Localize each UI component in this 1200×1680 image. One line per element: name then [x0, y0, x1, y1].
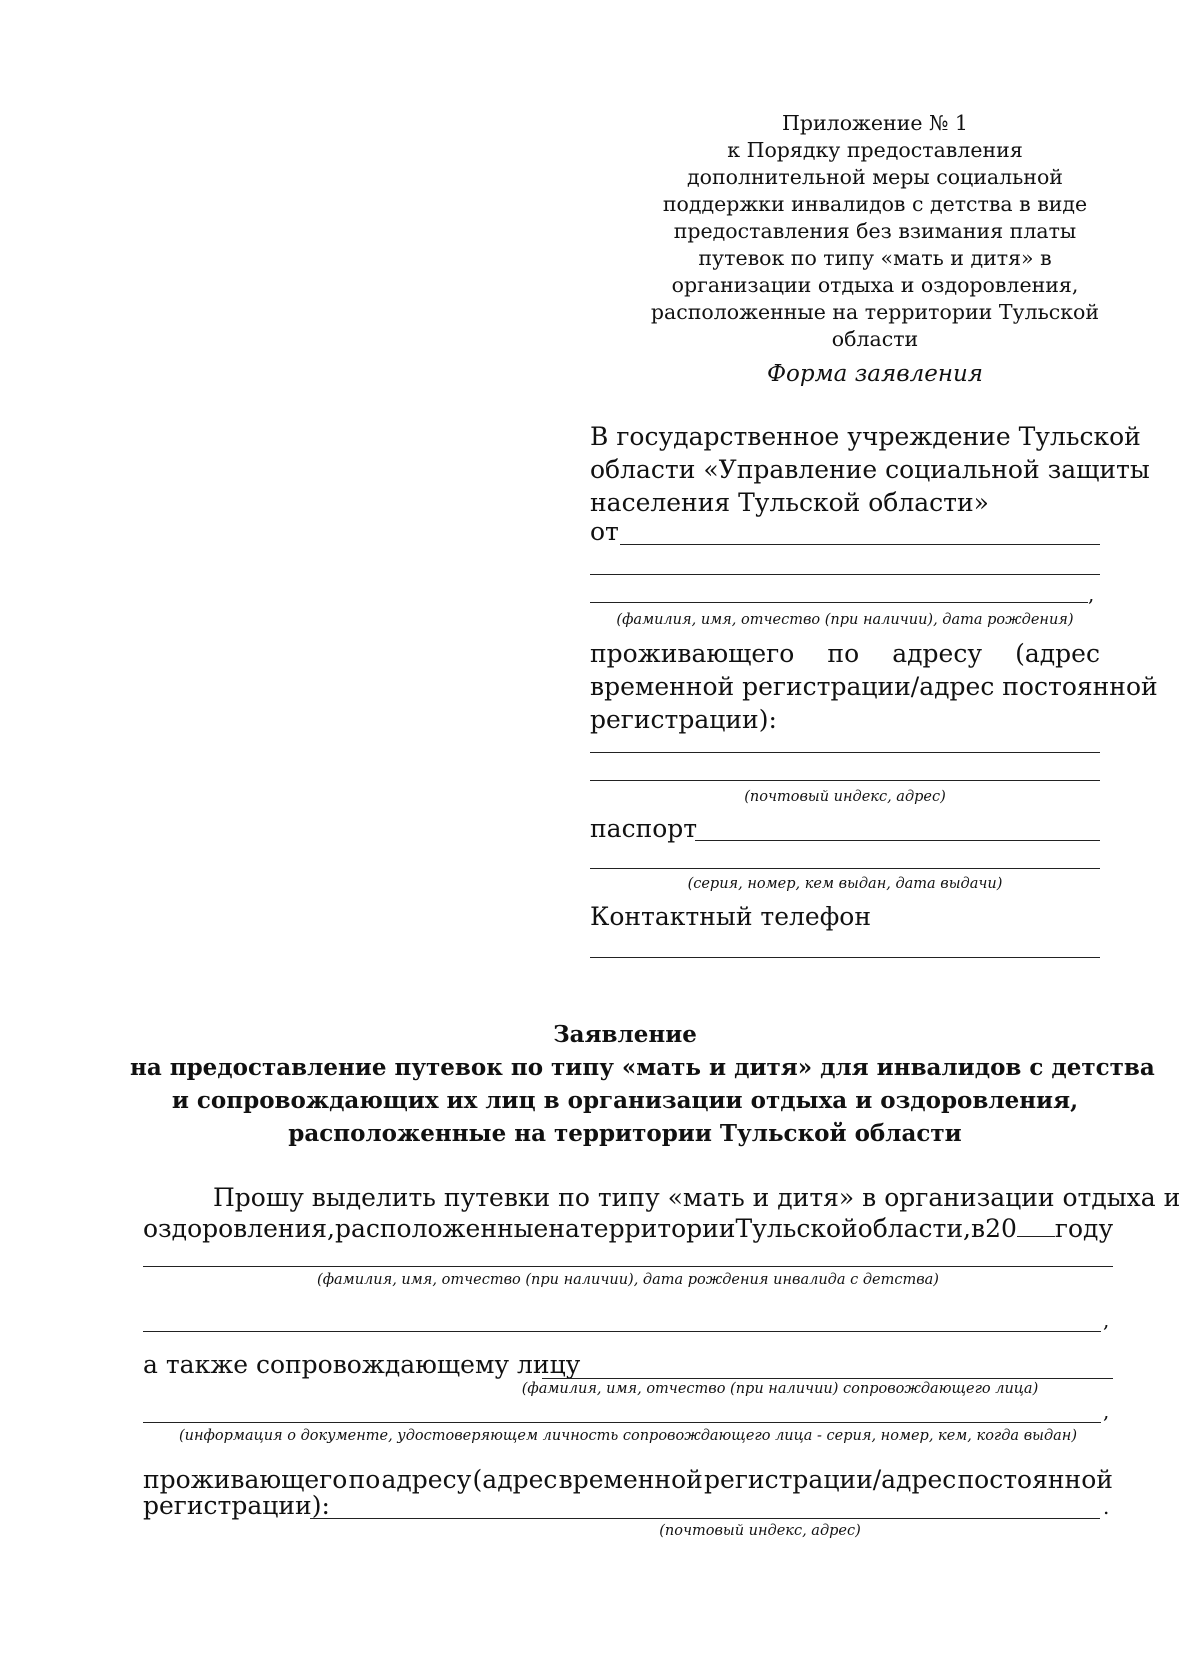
residence-word: по — [827, 639, 860, 668]
appendix-block — [640, 110, 1110, 388]
period-mark: . — [1103, 1495, 1110, 1519]
applicant-name-caption: (фамилия, имя, отчество (при наличии), дата рождения) — [616, 612, 1074, 628]
from-label: от — [590, 517, 619, 546]
appendix-line: расположенные на территории Тульской — [650, 300, 1100, 324]
request-word: на — [548, 1214, 580, 1243]
request-word: в — [971, 1214, 986, 1243]
appendix-line: Приложение № 1 — [782, 111, 968, 135]
passport-field[interactable] — [695, 840, 1100, 841]
postal-caption: (почтовый индекс, адрес) — [744, 789, 946, 805]
residence-word: адресу — [892, 639, 983, 668]
child-name-caption: (фамилия, имя, отчество (при наличии), дата рождения инвалида с детства) — [317, 1272, 939, 1288]
appendix-line: путевок по типу «мать и дитя» в — [698, 246, 1052, 270]
passport-label: паспорт — [590, 814, 698, 843]
residence-line: регистрации): — [590, 705, 777, 734]
appendix-line: организации отдыха и оздоровления, — [671, 273, 1079, 297]
residence-word: (адрес — [472, 1465, 558, 1494]
phone-field[interactable] — [590, 957, 1100, 958]
heading-title: Заявление — [553, 1021, 697, 1048]
applicant-address-field[interactable] — [590, 752, 1100, 753]
residence-first-line — [590, 637, 1100, 670]
comma-mark: , — [1088, 582, 1095, 606]
form-title: Форма заявления — [766, 361, 984, 387]
heading-line: на предоставление путевок по типу «мать и дитя» для инвалидов с детства — [130, 1054, 1155, 1081]
request-word: Тульской — [735, 1214, 858, 1243]
passport-caption: (серия, номер, кем выдан, дата выдачи) — [687, 876, 1003, 892]
addressee-line: В государственное учреждение Тульской — [590, 422, 1141, 451]
request-word: оздоровления, — [143, 1214, 335, 1243]
heading-line: расположенные на территории Тульской области — [288, 1120, 962, 1147]
request-word: расположенные — [334, 1214, 549, 1243]
appendix-line: к Порядку предоставления — [727, 138, 1023, 162]
applicant-name-field[interactable] — [620, 544, 1100, 545]
request-line-1: Прошу выделить путевки по типу «мать и дитя» в организации отдыха и — [213, 1183, 1181, 1212]
appendix-line: области — [831, 327, 919, 351]
appendix-line: дополнительной меры социальной — [687, 165, 1063, 189]
applicant-address-field-line-2[interactable] — [590, 780, 1100, 781]
request-word: области, — [857, 1214, 972, 1243]
phone-label: Контактный телефон — [590, 902, 872, 931]
residence-label: регистрации): — [143, 1491, 330, 1520]
residence-word: проживающего — [143, 1465, 348, 1494]
residence-word: временной — [558, 1465, 703, 1494]
request-word: территории — [579, 1214, 736, 1243]
residence-word: адресу — [381, 1465, 472, 1494]
child-name-field-line-2[interactable] — [143, 1331, 1101, 1332]
escort-postal-caption: (почтовый индекс, адрес) — [659, 1523, 861, 1539]
residence-word: по — [348, 1465, 381, 1494]
residence-word: постоянной — [957, 1465, 1113, 1494]
year-suffix: году — [1054, 1214, 1114, 1243]
residence-word: (адрес — [1015, 639, 1100, 668]
escort-label: а также сопровождающему лицу — [143, 1350, 581, 1379]
residence-word: регистрации/адрес — [704, 1465, 957, 1494]
application-heading — [130, 1018, 1155, 1150]
residence-line: временной регистрации/адрес постоянной — [590, 672, 1158, 701]
year-prefix: 20 — [985, 1214, 1017, 1243]
request-line-2 — [143, 1213, 1113, 1244]
escort-document-field[interactable] — [143, 1422, 1101, 1423]
year-group — [985, 1213, 1055, 1244]
comma-mark: , — [1103, 1399, 1110, 1423]
passport-field-line-2[interactable] — [590, 868, 1100, 869]
appendix-line: предоставления без взимания платы — [673, 219, 1077, 243]
escort-document-caption: (информация о документе, удостоверяющем личность сопровождающего лица - серия, номер, кем, когда выдан) — [179, 1428, 1077, 1444]
year-field[interactable] — [1017, 1236, 1055, 1237]
heading-line: и сопровождающих их лиц в организации отдыха и оздоровления, — [171, 1087, 1079, 1114]
applicant-name-field-line-2[interactable] — [590, 574, 1100, 575]
addressee-line: населения Тульской области» — [590, 488, 989, 517]
escort-address-field[interactable] — [310, 1518, 1100, 1519]
applicant-name-field-line-3[interactable] — [590, 602, 1088, 603]
residence-word: проживающего — [590, 639, 795, 668]
escort-name-caption: (фамилия, имя, отчество (при наличии) сопровождающего лица) — [521, 1381, 1039, 1397]
comma-mark: , — [1103, 1308, 1110, 1332]
addressee-line: области «Управление социальной защиты — [590, 455, 1150, 484]
escort-name-field[interactable] — [542, 1378, 1113, 1379]
appendix-line: поддержки инвалидов с детства в виде — [662, 192, 1088, 216]
child-name-field[interactable] — [143, 1266, 1113, 1267]
